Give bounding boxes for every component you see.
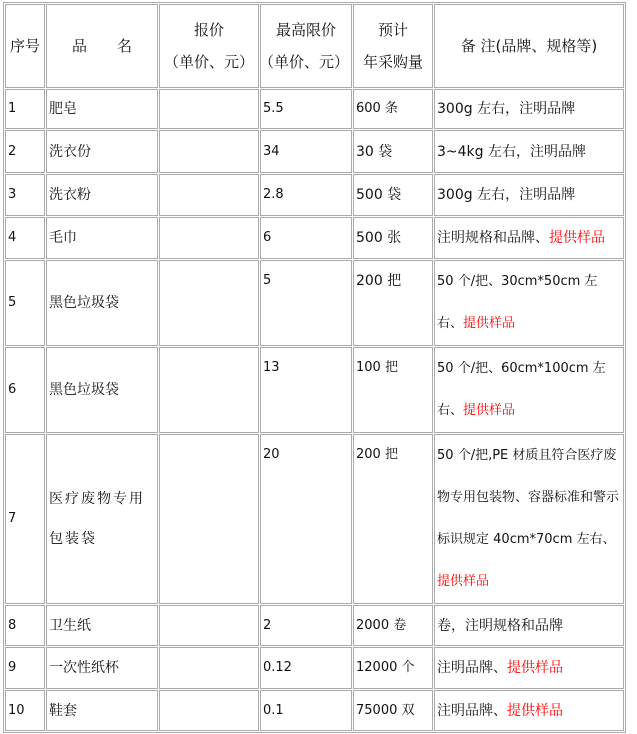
note bbox=[434, 434, 624, 604]
note bbox=[434, 130, 624, 173]
table-row bbox=[5, 347, 624, 433]
header-max-line1: 最高限价 bbox=[276, 21, 337, 39]
note bbox=[434, 174, 624, 216]
note-text: 注明规格和品牌、 bbox=[437, 230, 550, 246]
row-number: 6 bbox=[5, 347, 45, 433]
quantity: 500 袋 bbox=[353, 174, 433, 216]
row-number: 4 bbox=[5, 217, 45, 259]
note bbox=[434, 260, 624, 346]
max-price: 2.8 bbox=[260, 174, 352, 216]
table-row bbox=[5, 174, 624, 216]
table-row bbox=[5, 647, 624, 689]
row-number: 5 bbox=[5, 260, 45, 346]
table-row bbox=[5, 89, 624, 129]
note-sample-required: 提供样品 bbox=[463, 316, 516, 331]
header-qty bbox=[353, 4, 433, 88]
note-text: 3~4kg 左右，注明品牌 bbox=[437, 143, 587, 160]
header-max bbox=[260, 4, 352, 88]
row-number: 8 bbox=[5, 605, 45, 646]
quote-cell bbox=[159, 647, 259, 689]
max-price: 2 bbox=[260, 605, 352, 646]
quote-cell bbox=[159, 605, 259, 646]
header-quote bbox=[159, 4, 259, 88]
item-name: 黑色垃圾袋 bbox=[46, 347, 158, 433]
max-price: 0.12 bbox=[260, 647, 352, 689]
note-sample-required: 提供样品 bbox=[507, 702, 564, 719]
quantity: 75000 双 bbox=[353, 690, 433, 731]
row-number: 3 bbox=[5, 174, 45, 216]
max-price: 6 bbox=[260, 217, 352, 259]
note-sample-required: 提供样品 bbox=[463, 403, 516, 418]
note-text: 50 个/把,PE 材质且符合医疗废物专用包装物、容器标准和警示标识规定 40cm*70cm 左右、 bbox=[437, 448, 620, 547]
max-price: 0.1 bbox=[260, 690, 352, 731]
quote-cell bbox=[159, 690, 259, 731]
max-price: 5.5 bbox=[260, 89, 352, 129]
max-price: 5 bbox=[260, 260, 352, 346]
table-row bbox=[5, 130, 624, 173]
quantity: 200 把 bbox=[353, 260, 433, 346]
header-name: 品 名 bbox=[46, 4, 158, 88]
note-text: 注明品牌、 bbox=[437, 702, 508, 719]
header-no: 序号 bbox=[5, 4, 45, 88]
note-sample-required: 提供样品 bbox=[507, 660, 564, 676]
quote-cell bbox=[159, 347, 259, 433]
row-number: 10 bbox=[5, 690, 45, 731]
note-text: 50 个/把、60cm*100cm 左右、 bbox=[437, 361, 606, 418]
table-row bbox=[5, 217, 624, 259]
quote-cell bbox=[159, 434, 259, 604]
item-name: 医疗废物专用包装袋 bbox=[46, 434, 158, 604]
note bbox=[434, 690, 624, 731]
note-text: 50 个/把、30cm*50cm 左右、 bbox=[437, 274, 598, 331]
procurement-table bbox=[3, 2, 626, 733]
quote-cell bbox=[159, 130, 259, 173]
max-price: 34 bbox=[260, 130, 352, 173]
max-price: 13 bbox=[260, 347, 352, 433]
table-row bbox=[5, 434, 624, 604]
row-number: 9 bbox=[5, 647, 45, 689]
item-name: 毛巾 bbox=[46, 217, 158, 259]
table-row bbox=[5, 605, 624, 646]
header-max-line2: （单价、元） bbox=[259, 53, 350, 71]
note-sample-required: 提供样品 bbox=[437, 574, 490, 589]
header-quote-line2: （单价、元） bbox=[163, 53, 254, 71]
header-quote-line1: 报价 bbox=[193, 21, 224, 39]
note-text: 卷，注明规格和品牌 bbox=[437, 617, 564, 634]
item-name: 黑色垃圾袋 bbox=[46, 260, 158, 346]
item-name: 洗衣粉 bbox=[46, 174, 158, 216]
max-price: 20 bbox=[260, 434, 352, 604]
row-number: 2 bbox=[5, 130, 45, 173]
row-number: 7 bbox=[5, 434, 45, 604]
header-qty-line2: 年采购量 bbox=[363, 53, 424, 71]
item-name: 洗衣份 bbox=[46, 130, 158, 173]
quantity: 500 张 bbox=[353, 217, 433, 259]
quote-cell bbox=[159, 260, 259, 346]
row-number: 1 bbox=[5, 89, 45, 129]
quantity: 30 袋 bbox=[353, 130, 433, 173]
note-sample-required: 提供样品 bbox=[549, 230, 606, 246]
quantity: 12000 个 bbox=[353, 647, 433, 689]
quantity: 100 把 bbox=[353, 347, 433, 433]
table-row bbox=[5, 260, 624, 346]
note-text: 注明品牌、 bbox=[437, 660, 508, 676]
note-text: 300g 左右，注明品牌 bbox=[437, 101, 576, 117]
quote-cell bbox=[159, 174, 259, 216]
header-row bbox=[5, 4, 624, 88]
quantity: 200 把 bbox=[353, 434, 433, 604]
header-note: 备 注(品牌、规格等) bbox=[434, 4, 624, 88]
note bbox=[434, 217, 624, 259]
quantity: 600 条 bbox=[353, 89, 433, 129]
note bbox=[434, 89, 624, 129]
quantity: 2000 卷 bbox=[353, 605, 433, 646]
table-row bbox=[5, 690, 624, 731]
quote-cell bbox=[159, 89, 259, 129]
item-name: 鞋套 bbox=[46, 690, 158, 731]
item-name: 肥皂 bbox=[46, 89, 158, 129]
note-text: 300g 左右，注明品牌 bbox=[437, 187, 576, 203]
item-name: 一次性纸杯 bbox=[46, 647, 158, 689]
item-name: 卫生纸 bbox=[46, 605, 158, 646]
note bbox=[434, 347, 624, 433]
note bbox=[434, 647, 624, 689]
quote-cell bbox=[159, 217, 259, 259]
note bbox=[434, 605, 624, 646]
header-qty-line1: 预计 bbox=[378, 21, 409, 39]
